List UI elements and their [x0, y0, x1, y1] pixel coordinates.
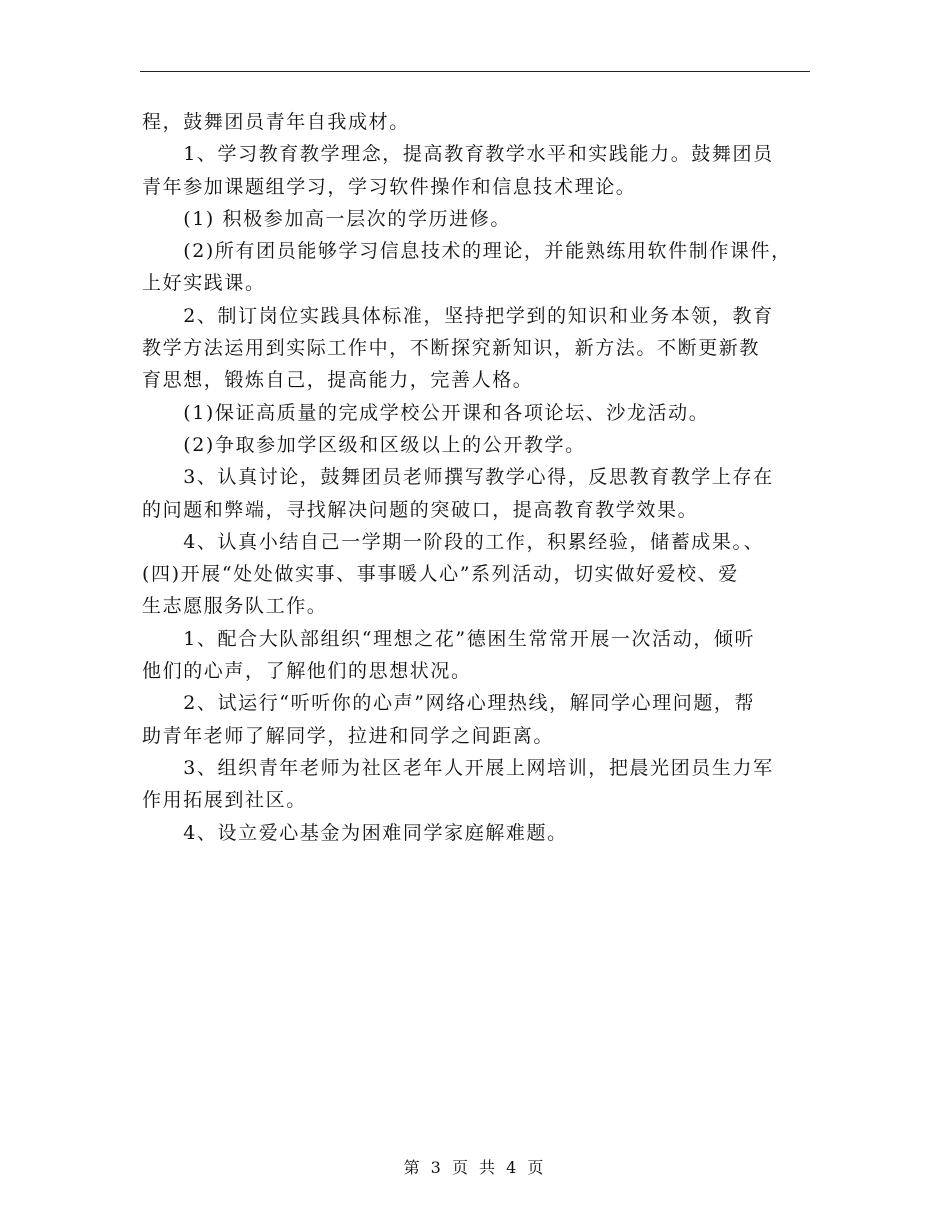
text-line: 1、配合大队部组织“理想之花”德困生常常开展一次活动，倾听 [142, 627, 756, 650]
text-line: 上好实践课。 [142, 272, 266, 295]
text-line: 他们的心声，了解他们的思想状况。 [142, 660, 472, 683]
text-line: 青年参加课题组学习，学习软件操作和信息技术理论。 [142, 175, 637, 198]
text-line: 4、认真小结自己一学期一阶段的工作，积累经验，储蓄成果。、 [142, 530, 765, 553]
text-line: 3、组织青年老师为社区老年人开展上网培训，把晨光团员生力军 [142, 756, 774, 779]
text-line: (1) 积极参加高一层次的学历进修。 [142, 207, 511, 230]
body-text [142, 106, 814, 849]
text-line: 作用拓展到社区。 [142, 789, 307, 812]
text-line: 2、试运行“听听你的心声”网络心理热线，解同学心理问题，帮 [142, 692, 756, 715]
text-line: 生志愿服务队工作。 [142, 595, 328, 618]
text-line: (2)所有团员能够学习信息技术的理论，并能熟练用软件制作课件， [142, 240, 792, 263]
text-line: 教学方法运用到实际工作中，不断探究新知识，新方法。不断更新教 [142, 337, 761, 360]
text-line: (1)保证高质量的完成学校公开课和各项论坛、沙龙活动。 [142, 401, 710, 424]
page-footer: 第 3 页 共 4 页 [403, 1158, 547, 1177]
header-rule [140, 71, 810, 72]
text-line: 程，鼓舞团员青年自我成材。 [142, 111, 410, 133]
text-line: 育思想，锻炼自己，提高能力，完善人格。 [142, 369, 534, 392]
text-line: 的问题和弊端，寻找解决问题的突破口，提高教育教学效果。 [142, 498, 699, 521]
text-line: 4、设立爱心基金为困难同学家庭解难题。 [142, 821, 568, 844]
text-line: 1、学习教育教学理念，提高教育教学水平和实践能力。鼓舞团员 [142, 143, 774, 166]
text-line: (四)开展“处处做实事、事事暖人心”系列活动，切实做好爱校、爱 [142, 563, 739, 586]
text-line: 2、制订岗位实践具体标准，坚持把学到的知识和业务本领，教育 [142, 304, 774, 327]
text-line: 助青年老师了解同学，拉进和同学之间距离。 [142, 724, 555, 747]
text-line: 3、认真讨论，鼓舞团员老师撰写教学心得，反思教育教学上存在 [142, 466, 774, 489]
text-line: (2)争取参加学区级和区级以上的公开教学。 [142, 433, 586, 456]
